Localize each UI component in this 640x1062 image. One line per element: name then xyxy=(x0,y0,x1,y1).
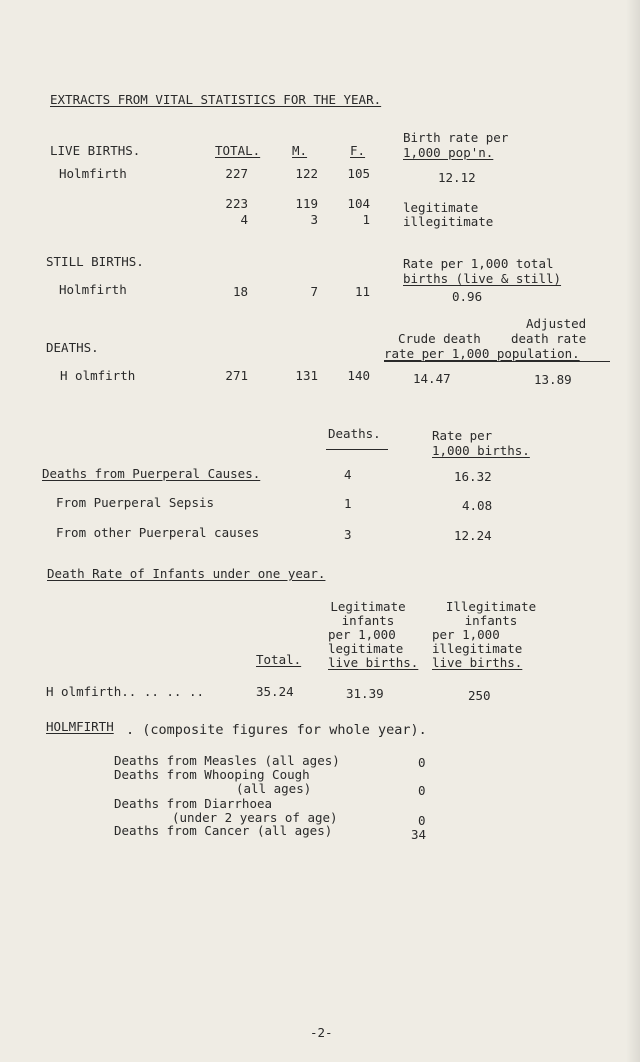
illegit-label: illegitimate xyxy=(403,214,494,229)
birth-rate-header-2: 1,000 pop'n. xyxy=(403,145,494,160)
illegit-m: 3 xyxy=(310,212,318,227)
live-births-m: 122 xyxy=(295,166,318,181)
still-births-f: 11 xyxy=(354,284,370,299)
legit-label: legitimate xyxy=(403,200,479,215)
puerperal-col-deaths: Deaths. xyxy=(328,426,381,441)
puerperal-row-deaths: 1 xyxy=(344,496,352,511)
still-births-place: Holmfirth xyxy=(59,282,127,297)
birth-rate-header-1: Birth rate per xyxy=(403,130,509,145)
legit-total: 223 xyxy=(225,196,248,211)
infants-legit: 31.39 xyxy=(346,686,384,701)
composite-value: 0 xyxy=(418,783,426,798)
live-births-place: Holmfirth xyxy=(59,166,127,181)
puerperal-deaths-rule xyxy=(326,449,388,450)
legit-infants-header: per 1,000 xyxy=(328,627,396,642)
still-births-total: 18 xyxy=(232,284,248,299)
composite-line: Deaths from Cancer (all ages) xyxy=(114,823,333,838)
puerperal-row-label: From Puerperal Sepsis xyxy=(56,495,215,510)
col-f-header: F. xyxy=(350,143,366,158)
composite-line: Deaths from Whooping Cough xyxy=(114,767,310,782)
birth-rate-value: 12.12 xyxy=(438,170,476,185)
composite-value: 0 xyxy=(418,813,426,828)
deaths-heading: DEATHS. xyxy=(46,340,99,355)
infants-place: H olmfirth.. .. .. .. xyxy=(46,684,205,699)
illegit-infants-header: per 1,000 xyxy=(432,627,500,642)
composite-line: (under 2 years of age) xyxy=(172,810,338,825)
still-births-m: 7 xyxy=(310,284,318,299)
col-m-header: M. xyxy=(292,143,308,158)
puerperal-row-deaths: 4 xyxy=(344,467,352,482)
illegit-infants-header: live births. xyxy=(432,655,523,670)
adjusted-rate-value: 13.89 xyxy=(534,372,572,387)
page-title: EXTRACTS FROM VITAL STATISTICS FOR THE YEAR. xyxy=(50,92,382,107)
adjusted-header-1: Adjusted xyxy=(526,316,587,331)
infants-col-total: Total. xyxy=(256,652,302,667)
composite-line: Deaths from Diarrhoea xyxy=(114,796,273,811)
illegit-f: 1 xyxy=(362,212,370,227)
infants-illegit: 250 xyxy=(468,688,491,703)
puerperal-col-rate-1: Rate per xyxy=(432,428,493,443)
legit-infants-header: live births. xyxy=(328,655,419,670)
death-rate-header-rule xyxy=(384,361,610,362)
legit-f: 104 xyxy=(347,196,370,211)
puerperal-row-label: From other Puerperal causes xyxy=(56,525,260,540)
composite-line: Deaths from Measles (all ages) xyxy=(114,753,340,768)
live-births-f: 105 xyxy=(347,166,370,181)
illegit-infants-header: Illegitimate xyxy=(445,599,537,614)
deaths-f: 140 xyxy=(347,368,370,383)
illegit-infants-header: infants xyxy=(464,613,518,628)
page-number: -2- xyxy=(310,1025,333,1040)
puerperal-col-rate-2: 1,000 births. xyxy=(432,443,530,458)
puerperal-row-deaths: 3 xyxy=(344,527,352,542)
live-births-total: 227 xyxy=(225,166,248,181)
adjusted-header-2: death rate xyxy=(511,331,587,346)
legit-infants-header: Legitimate xyxy=(330,599,406,614)
composite-value: 34 xyxy=(411,827,427,842)
illegit-total: 4 xyxy=(240,212,248,227)
page-edge-shadow xyxy=(626,0,640,1062)
infants-total: 35.24 xyxy=(256,684,294,699)
deaths-m: 131 xyxy=(295,368,318,383)
still-rate-value: 0.96 xyxy=(452,289,483,304)
col-total-header: TOTAL. xyxy=(215,143,261,158)
legit-m: 119 xyxy=(295,196,318,211)
death-rate-header: rate per 1,000 population. xyxy=(384,346,580,361)
puerperal-row-rate: 12.24 xyxy=(454,528,492,543)
composite-heading: HOLMFIRTH xyxy=(46,719,114,734)
composite-value: 0 xyxy=(418,755,426,770)
crude-death-header: Crude death xyxy=(398,331,481,346)
puerperal-row-label: Deaths from Puerperal Causes. xyxy=(42,466,261,481)
live-births-heading: LIVE BIRTHS. xyxy=(50,143,141,158)
deaths-total: 271 xyxy=(225,368,248,383)
illegit-infants-header: illegitimate xyxy=(432,641,523,656)
puerperal-row-rate: 4.08 xyxy=(462,498,493,513)
puerperal-row-rate: 16.32 xyxy=(454,469,492,484)
still-rate-header-2: births (live & still) xyxy=(403,271,562,286)
crude-rate-value: 14.47 xyxy=(413,371,451,386)
composite-line: (all ages) xyxy=(236,781,312,796)
deaths-place: H olmfirth xyxy=(60,368,136,383)
composite-subheading: . (composite figures for whole year). xyxy=(126,722,427,738)
legit-infants-header: legitimate xyxy=(328,641,404,656)
infants-heading: Death Rate of Infants under one year. xyxy=(47,566,326,581)
legit-infants-header: infants xyxy=(341,613,395,628)
still-births-heading: STILL BIRTHS. xyxy=(46,254,144,269)
still-rate-header-1: Rate per 1,000 total xyxy=(403,256,554,271)
